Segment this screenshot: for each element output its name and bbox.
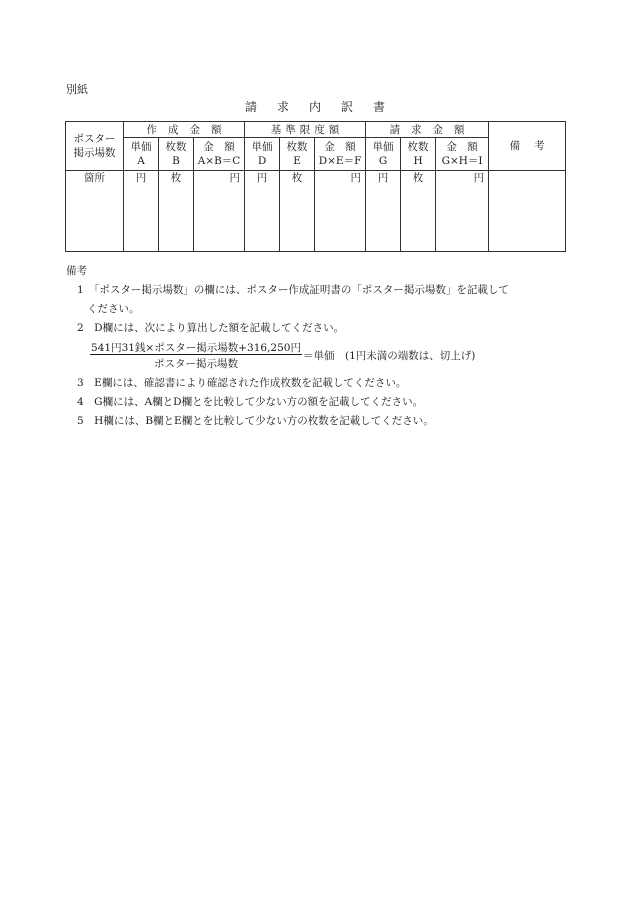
note-item-3: 3 E欄には、確認書により確認された作成枚数を記載してください。 <box>77 377 407 389</box>
cell-f: 円 <box>315 171 366 252</box>
subheader-label: 金 額 <box>446 141 478 153</box>
subheader-d <box>245 138 280 171</box>
cell-d: 円 <box>245 171 280 252</box>
subheader-label: 金 額 <box>203 141 235 153</box>
invoice-breakdown-table <box>65 121 566 252</box>
annex-label: 別紙 <box>66 83 88 96</box>
subheader-i <box>436 138 489 171</box>
subheader-label: 単価 <box>130 141 152 153</box>
formula-numerator: 541円31銭×ポスター掲示場数+316,250円 <box>91 342 301 354</box>
note-item-1-line1: 1 「ポスター掲示場数」の欄には、ポスター作成証明書の「ポスター掲示場数」を記載して <box>77 284 509 296</box>
cell-b: 枚 <box>159 171 194 252</box>
document-title: 請求内訳書 <box>244 100 405 114</box>
note-item-2: 2 D欄には、次により算出した額を記載してください。 <box>77 322 345 334</box>
formula-result: ＝単価 (1円未満の端数は、切上げ) <box>303 350 476 362</box>
subheader-g <box>366 138 401 171</box>
subheader-f <box>315 138 366 171</box>
notes-heading: 備考 <box>66 265 87 277</box>
subheader-h <box>401 138 436 171</box>
group-header-row <box>66 122 566 138</box>
entry-row <box>66 171 566 252</box>
group-header-production: 作成金額 <box>124 122 245 138</box>
poster-count-header <box>66 122 124 171</box>
subheader-e <box>280 138 315 171</box>
note-item-5: 5 H欄には、B欄とE欄とを比較して少ない方の枚数を記載してください。 <box>77 415 434 427</box>
subheader-label: 枚数 <box>407 141 429 153</box>
remarks-header: 備考 <box>489 122 566 171</box>
subheader-label: 枚数 <box>286 141 308 153</box>
cell-e: 枚 <box>280 171 315 252</box>
poster-count-header-line2: 掲示場数 <box>73 147 116 159</box>
subheader-code: G×H＝I <box>441 155 483 167</box>
cell-a: 円 <box>124 171 159 252</box>
formula-denominator: ポスター掲示場数 <box>154 358 238 370</box>
subheader-code: D <box>257 155 267 167</box>
subheader-b <box>159 138 194 171</box>
group-header-limit: 基準限度額 <box>245 122 366 138</box>
fraction-bar <box>90 354 302 355</box>
subheader-label: 枚数 <box>165 141 187 153</box>
subheader-code: B <box>172 155 180 167</box>
subheader-code: A×B＝C <box>197 155 241 167</box>
poster-count-header-line1: ポスター <box>73 133 116 145</box>
subheader-label: 単価 <box>251 141 273 153</box>
cell-c: 円 <box>194 171 245 252</box>
subheader-label: 単価 <box>372 141 394 153</box>
subheader-label: 金 額 <box>324 141 356 153</box>
remarks-cell <box>489 171 566 252</box>
cell-h: 枚 <box>401 171 436 252</box>
note-item-4: 4 G欄には、A欄とD欄とを比較して少ない方の額を記載してください。 <box>77 396 424 408</box>
subheader-code: H <box>413 155 423 167</box>
subheader-a <box>124 138 159 171</box>
poster-count-cell: 箇所 <box>66 171 124 252</box>
subheader-code: G <box>378 155 388 167</box>
group-header-claim: 請求金額 <box>366 122 489 138</box>
note-item-1-line2: ください。 <box>87 303 140 315</box>
subheader-code: D×E＝F <box>318 155 362 167</box>
cell-i: 円 <box>436 171 489 252</box>
subheader-c <box>194 138 245 171</box>
subheader-code: A <box>137 155 145 167</box>
cell-g: 円 <box>366 171 401 252</box>
subheader-code: E <box>293 155 301 167</box>
